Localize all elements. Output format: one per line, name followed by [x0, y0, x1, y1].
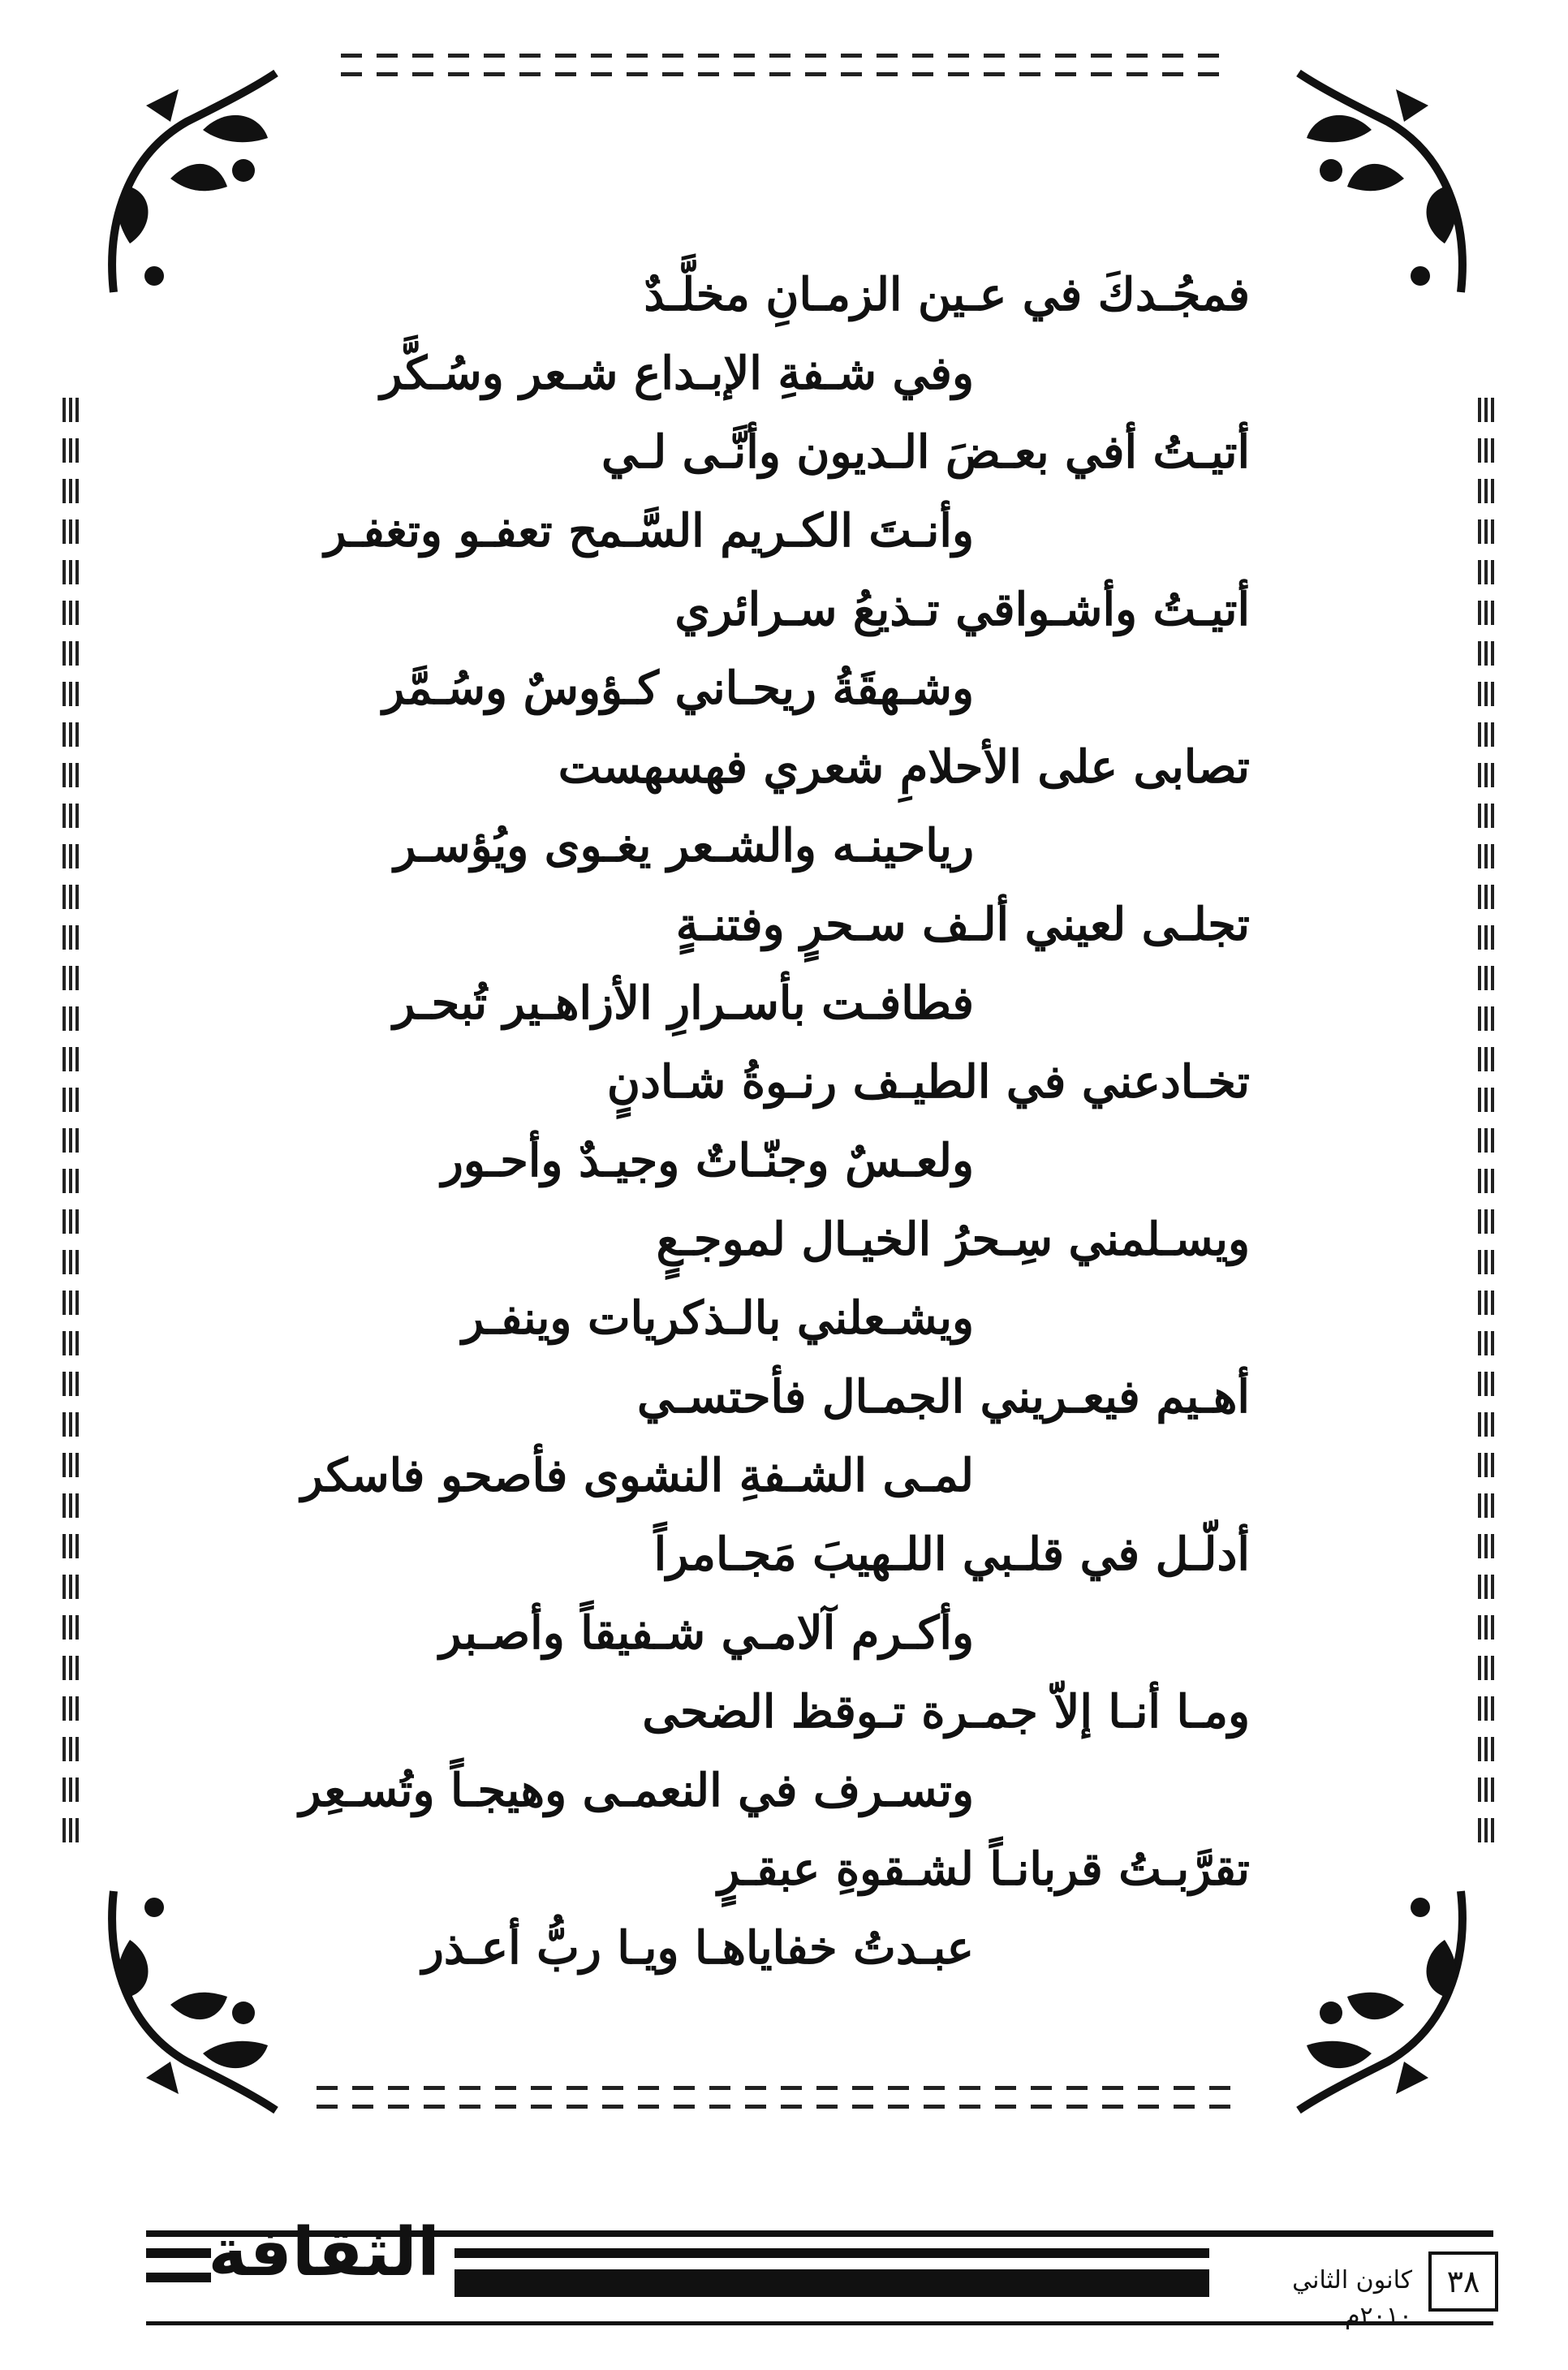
poem-line: وشـهقَةُ ريحـاني كـؤوسٌ وسُـمَّر — [382, 661, 974, 715]
poem-line: تصابى على الأحلامِ شعري فهسهست — [558, 740, 1250, 794]
border-dash — [424, 2086, 445, 2109]
border-dash — [317, 2086, 338, 2109]
border-dash — [1138, 2086, 1159, 2109]
border-dash — [709, 2086, 730, 2109]
poem-line: ولعـسٌ وجنّـاتٌ وجيـدٌ وأحـور — [441, 1134, 974, 1187]
border-segment — [60, 1291, 81, 1315]
border-segment — [1475, 1047, 1497, 1071]
border-dash — [1055, 54, 1076, 76]
border-segment — [60, 1169, 81, 1193]
poem-line: ومـا أنـا إلاّ جمـرة تـوقظ الضحى — [642, 1685, 1250, 1739]
poem-line: تقرَّبـتُ قربانـاً لشـقوةِ عبقـرٍ — [717, 1842, 1250, 1896]
border-dash — [924, 2086, 945, 2109]
border-dash — [566, 2086, 588, 2109]
border-segment — [1475, 1696, 1497, 1721]
border-dash — [805, 54, 826, 76]
poem-line: أهـيم فيعـريني الجمـال فأحتسـي — [637, 1370, 1250, 1424]
border-segment — [60, 519, 81, 544]
border-dash — [591, 54, 612, 76]
poem-line: وفي شـفةِ الإبـداع شـعر وسُـكَّر — [380, 347, 974, 400]
border-dash — [1066, 2086, 1088, 2109]
border-segment — [1475, 1006, 1497, 1031]
border-segment — [60, 925, 81, 950]
poem-line: وأكـرم آلامـي شـفيقاً وأصـبر — [439, 1606, 974, 1660]
border-dash — [1019, 54, 1040, 76]
border-dash — [959, 2086, 980, 2109]
border-dash — [1162, 54, 1183, 76]
border-segment — [1475, 1778, 1497, 1802]
border-segment — [60, 1656, 81, 1680]
border-segment — [1475, 1656, 1497, 1680]
border-segment — [60, 966, 81, 990]
poem-line: أدلّـل في قلـبي اللـهيبَ مَجـامراً — [653, 1528, 1250, 1581]
border-segment — [1475, 438, 1497, 463]
border-dash — [519, 54, 541, 76]
border-dash — [484, 54, 505, 76]
border-segment — [60, 641, 81, 666]
border-segment — [60, 1250, 81, 1274]
border-segment — [1475, 519, 1497, 544]
border-segment — [60, 398, 81, 422]
poem-line: وأنـتَ الكـريم السَّـمح تعفـو وتغفـر — [324, 504, 974, 558]
border-dash — [816, 2086, 838, 2109]
border-segment — [60, 844, 81, 868]
footer-bottom-rule — [146, 2321, 1493, 2325]
border-segment — [1475, 1818, 1497, 1842]
border-dash — [602, 2086, 623, 2109]
poem-line: تخـادعني في الطيـف رنـوةُ شـادنٍ — [606, 1055, 1250, 1109]
left-side-border — [60, 398, 81, 1859]
border-segment — [1475, 804, 1497, 828]
border-dash — [638, 2086, 659, 2109]
border-segment — [1475, 479, 1497, 503]
border-dash — [781, 2086, 802, 2109]
border-segment — [1475, 1575, 1497, 1599]
border-segment — [60, 1209, 81, 1234]
border-segment — [1475, 1169, 1497, 1193]
border-dash — [341, 54, 362, 76]
border-segment — [60, 1737, 81, 1761]
poem-line: أتيـتُ وأشـواقي تـذيعُ سـرائري — [674, 583, 1250, 636]
poem-line: ويشـعلني بالـذكريات وينفـر — [462, 1291, 974, 1345]
border-dash — [1126, 54, 1148, 76]
border-segment — [60, 1575, 81, 1599]
border-dash — [1209, 2086, 1230, 2109]
border-segment — [60, 1778, 81, 1802]
border-segment — [60, 804, 81, 828]
border-segment — [60, 560, 81, 584]
corner-ornament-top-left — [81, 57, 292, 300]
border-segment — [1475, 966, 1497, 990]
footer-heavy-bar — [454, 2269, 1209, 2297]
border-segment — [1475, 1331, 1497, 1355]
poem-line: فطافـت بأسـرارِ الأزاهـير تُبحـر — [393, 976, 974, 1030]
border-segment — [1475, 1372, 1497, 1396]
border-segment — [60, 1493, 81, 1518]
border-segment — [60, 1006, 81, 1031]
border-dash — [674, 2086, 695, 2109]
border-dash — [459, 2086, 480, 2109]
border-dash — [852, 2086, 873, 2109]
border-dash — [1031, 2086, 1052, 2109]
border-dash — [377, 54, 398, 76]
border-dash — [698, 54, 719, 76]
border-segment — [60, 1818, 81, 1842]
border-dash — [841, 54, 862, 76]
top-dashed-border — [341, 54, 1258, 76]
border-segment — [60, 479, 81, 503]
right-side-border — [1475, 398, 1497, 1859]
border-segment — [60, 1128, 81, 1153]
border-segment — [60, 1696, 81, 1721]
border-segment — [1475, 1250, 1497, 1274]
border-segment — [1475, 1209, 1497, 1234]
border-dash — [745, 2086, 766, 2109]
border-dash — [555, 54, 576, 76]
border-dash — [388, 2086, 409, 2109]
corner-ornament-bottom-left — [81, 1883, 292, 2127]
border-segment — [1475, 925, 1497, 950]
border-segment — [60, 1372, 81, 1396]
poem-line: ويسـلمني سِـحرُ الخيـال لموجـعٍ — [656, 1213, 1250, 1266]
border-segment — [60, 1615, 81, 1640]
poem-line: عبـدتُ خفاياهـا ويـا ربُّ أعـذر — [421, 1921, 974, 1975]
magazine-logo: الثقافة — [208, 2214, 440, 2291]
corner-ornament-bottom-right — [1282, 1883, 1493, 2127]
border-dash — [984, 54, 1005, 76]
border-segment — [60, 763, 81, 787]
footer-left-block — [146, 2273, 211, 2282]
corner-ornament-top-right — [1282, 57, 1493, 300]
border-dash — [769, 54, 790, 76]
border-segment — [1475, 1615, 1497, 1640]
border-dash — [448, 54, 469, 76]
border-dash — [627, 54, 648, 76]
border-dash — [1174, 2086, 1195, 2109]
poem-line: فمجُـدكَ في عـين الزمـانِ مخلَّـدٌ — [644, 268, 1250, 321]
border-segment — [1475, 1128, 1497, 1153]
border-segment — [60, 438, 81, 463]
border-dash — [531, 2086, 552, 2109]
border-dash — [912, 54, 933, 76]
border-segment — [1475, 601, 1497, 625]
border-dash — [734, 54, 755, 76]
poem-line: رياحينـه والشـعر يغـوى ويُؤسـر — [394, 819, 974, 873]
border-segment — [1475, 1534, 1497, 1558]
footer-left-block — [146, 2248, 211, 2258]
border-dash — [662, 54, 683, 76]
border-segment — [60, 1534, 81, 1558]
border-dash — [1102, 2086, 1123, 2109]
border-segment — [1475, 641, 1497, 666]
poem-line: وتسـرف في النعمـى وهيجـاً وتُسـعِر — [299, 1764, 974, 1817]
border-segment — [60, 601, 81, 625]
border-segment — [1475, 1412, 1497, 1437]
border-segment — [1475, 1493, 1497, 1518]
border-segment — [1475, 1088, 1497, 1112]
border-segment — [60, 682, 81, 706]
border-dash — [1198, 54, 1219, 76]
border-segment — [60, 1047, 81, 1071]
footer-heavy-bar — [454, 2248, 1209, 2258]
border-dash — [888, 2086, 909, 2109]
page-number: ٣٨ — [1428, 2252, 1498, 2312]
border-segment — [1475, 722, 1497, 747]
border-segment — [1475, 398, 1497, 422]
border-segment — [1475, 763, 1497, 787]
border-segment — [1475, 1453, 1497, 1477]
bottom-dashed-border — [317, 2086, 1250, 2109]
border-segment — [1475, 682, 1497, 706]
poem-line: تجلـى لعيني ألـف سـحرٍ وفتنـةٍ — [675, 898, 1250, 951]
poem-line: أتيـتُ أفي بعـضَ الـديون وأنَّـى لـي — [601, 425, 1250, 479]
border-segment — [1475, 1737, 1497, 1761]
border-dash — [495, 2086, 516, 2109]
border-segment — [60, 885, 81, 909]
border-segment — [60, 1412, 81, 1437]
border-segment — [1475, 844, 1497, 868]
border-segment — [60, 1088, 81, 1112]
border-segment — [60, 1331, 81, 1355]
border-segment — [1475, 885, 1497, 909]
border-dash — [948, 54, 969, 76]
border-dash — [877, 54, 898, 76]
poem-line: لمـى الشـفةِ النشوى فأصحو فاسكر — [300, 1449, 974, 1502]
border-dash — [995, 2086, 1016, 2109]
border-segment — [60, 722, 81, 747]
border-segment — [1475, 1291, 1497, 1315]
border-segment — [60, 1453, 81, 1477]
border-dash — [412, 54, 433, 76]
border-segment — [1475, 560, 1497, 584]
border-dash — [1091, 54, 1112, 76]
issue-date: كانون الثاني ٢٠١٠م — [1292, 2266, 1412, 2330]
border-dash — [352, 2086, 373, 2109]
